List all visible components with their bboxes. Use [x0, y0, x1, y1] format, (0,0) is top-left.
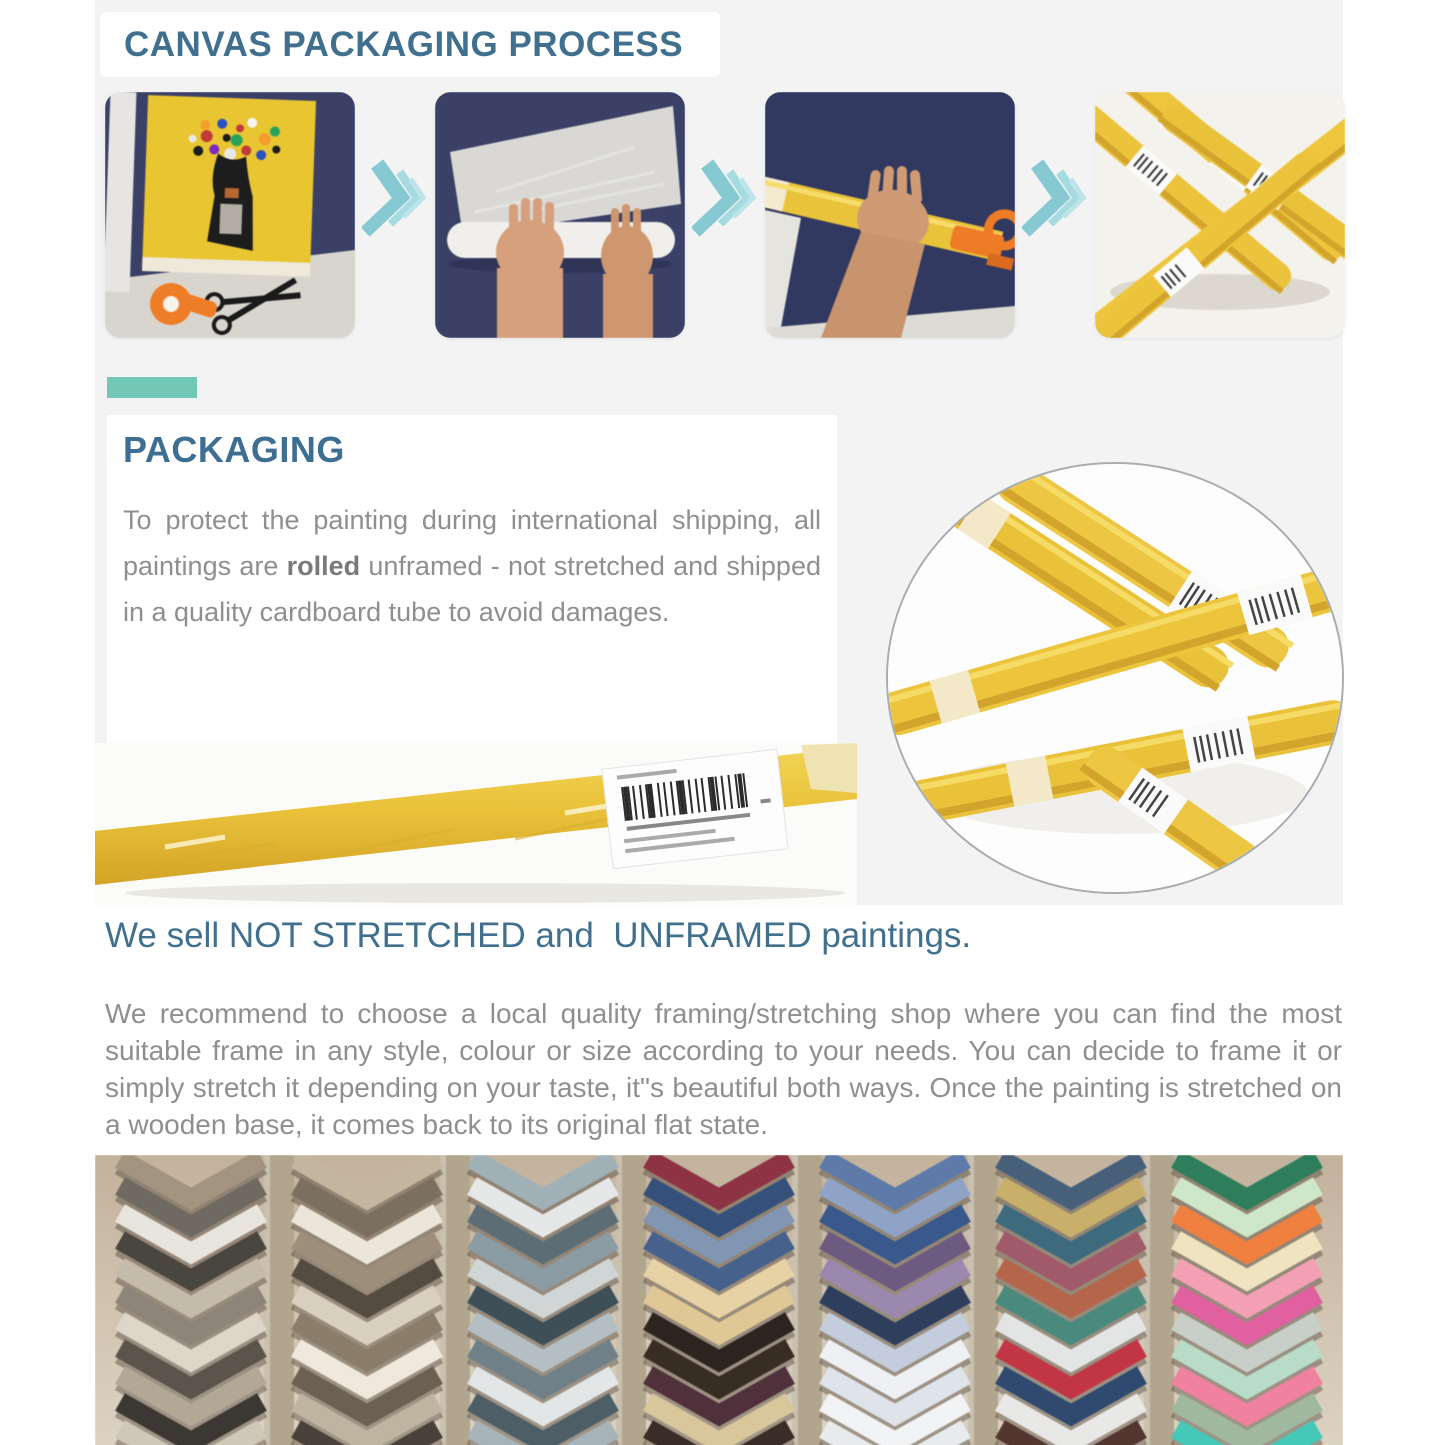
photo-step-prepare-canvas	[105, 92, 355, 338]
double-chevron-right-icon	[362, 148, 434, 248]
finished-tubes-illustration	[1095, 92, 1345, 338]
teal-accent-bar	[107, 377, 197, 398]
double-chevron-right-icon	[692, 148, 764, 248]
process-arrow-3	[1022, 148, 1094, 248]
double-chevron-right-icon	[1022, 148, 1094, 248]
barcode-label	[602, 749, 788, 868]
photo-step-finished-tubes	[1095, 92, 1345, 338]
packaging-heading: PACKAGING	[123, 429, 345, 470]
photo-step-seal-tube	[765, 92, 1015, 338]
packaging-body-part2: unframed - not stretched and shipped in a quality cardboard tube to avoid damages.	[123, 551, 821, 627]
single-tube-illustration	[95, 743, 857, 905]
seal-tube-illustration	[765, 92, 1015, 338]
roll-paper-illustration	[435, 92, 685, 338]
process-arrow-1	[362, 148, 434, 248]
process-arrow-2	[692, 148, 764, 248]
packaging-body-bold: rolled	[286, 551, 361, 581]
page-title: CANVAS PACKAGING PROCESS	[124, 25, 684, 64]
tubes-circle-illustration	[888, 464, 1342, 892]
packaging-body	[123, 497, 821, 635]
packaging-body-part1: To protect the painting during international shipping, all paintings are	[123, 505, 821, 581]
selling-body: We recommend to choose a local quality framing/stretching shop where you can find the most suitable frame in any style, colour or size according to your needs. You can decide to frame it or simply stretch it depending on your taste, it"s beautiful both ways. Once the painting is stretched on a wooden base, it comes back to its original flat state.	[105, 998, 1342, 1140]
packaging-card	[107, 415, 837, 743]
photo-single-tube	[95, 743, 857, 905]
selling-heading: We sell NOT STRETCHED and UNFRAMED paintings.	[105, 916, 972, 955]
prepare-canvas-illustration	[105, 92, 355, 338]
photo-tubes-circle	[886, 462, 1344, 894]
photo-frame-samples	[95, 1155, 1343, 1445]
photo-step-roll-paper	[435, 92, 685, 338]
frame-samples-svg	[95, 1155, 1343, 1445]
section-title-box	[100, 12, 720, 77]
